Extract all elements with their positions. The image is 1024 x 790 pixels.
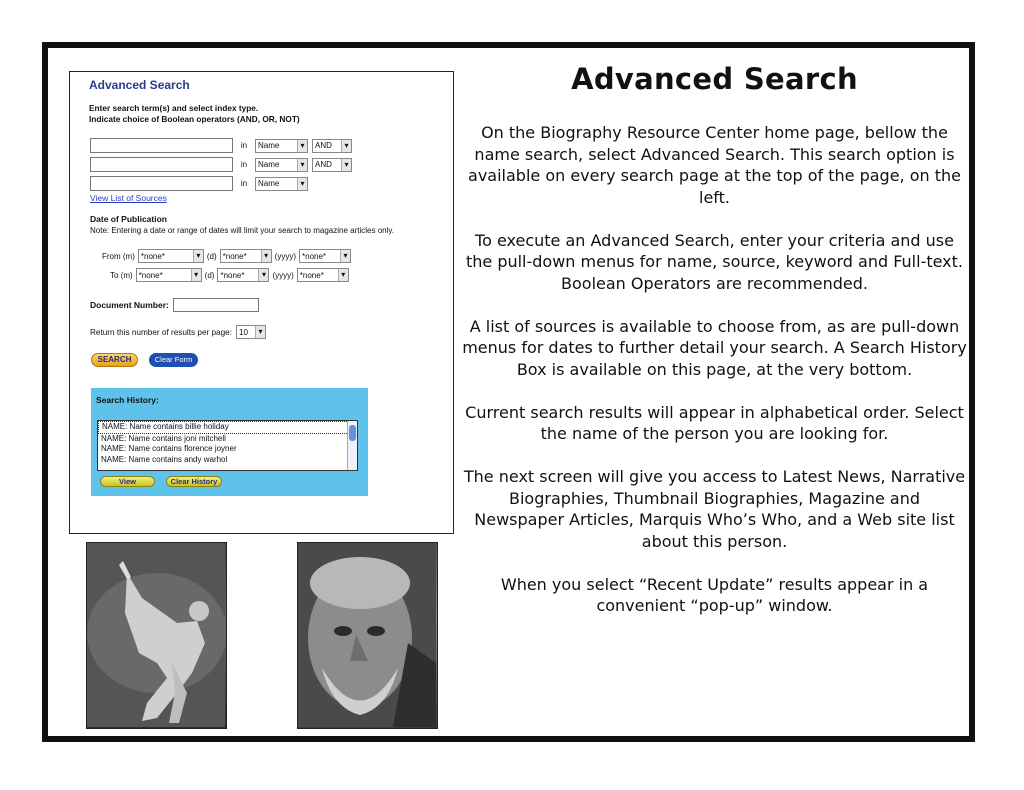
index-type-select[interactable]: Name ▾ (255, 158, 308, 172)
search-history-list[interactable] (97, 420, 358, 471)
scrollbar-thumb[interactable] (349, 425, 356, 441)
page-title: Advanced Search (571, 62, 858, 96)
advanced-search-screenshot (69, 71, 454, 534)
view-button[interactable]: View (100, 476, 155, 487)
search-instructions: Enter search term(s) and select index type. Indicate choice of Boolean operators (AND, OR, NOT) (89, 103, 300, 124)
to-day-select[interactable]: *none* ▾ (217, 268, 269, 282)
search-term-input[interactable] (90, 138, 233, 153)
date-from-row: From (m) *none* ▾ (d) *none* ▾ (yyyy) *none* ▾ (102, 249, 351, 263)
to-month-select[interactable]: *none* ▾ (136, 268, 202, 282)
baseball-pitcher-photo (86, 542, 227, 729)
results-per-page-row: Return this number of results per page: 10 ▾ (90, 325, 266, 339)
document-number-row: Document Number: (90, 298, 259, 312)
from-month-select[interactable]: *none* ▾ (138, 249, 204, 263)
paragraph: When you select “Recent Update” results appear in a convenient “pop-up” window. (500, 574, 929, 615)
boolean-operator-select[interactable]: AND ▾ (312, 158, 352, 172)
clear-form-button[interactable]: Clear Form (149, 353, 198, 367)
history-item[interactable]: NAME: Name contains andy warhol (101, 454, 228, 464)
clear-history-button[interactable]: Clear History (166, 476, 222, 487)
document-number-input[interactable] (173, 298, 259, 312)
search-term-input[interactable] (90, 176, 233, 191)
search-history-title: Search History: (96, 395, 159, 405)
paragraph: On the Biography Resource Center home page, bellow the name search, select Advanced Search. This search option is available on every search page at the top of the page, on the left. (468, 123, 961, 207)
date-to-row: To (m) *none* ▾ (d) *none* ▾ (yyyy) *none* ▾ (110, 268, 349, 282)
portrait-silhouette (298, 543, 436, 727)
search-button[interactable]: SEARCH (91, 353, 138, 367)
index-type-select[interactable]: Name ▾ (255, 177, 308, 191)
date-note: Note: Entering a date or range of dates will limit your search to magazine articles only. (90, 226, 394, 235)
paragraph: Current search results will appear in alphabetical order. Select the name of the person you are looking for. (465, 402, 964, 443)
advanced-search-title: Advanced Search (89, 78, 190, 92)
search-term-row: in Name ▾ (90, 176, 308, 191)
paragraph: A list of sources is available to choose from, as are pull-down menus for dates to further detail your search. A Search History Box is available on this page, at the very bottom. (462, 316, 967, 379)
from-year-select[interactable]: *none* ▾ (299, 249, 351, 263)
history-item[interactable]: NAME: Name contains florence joyner (101, 444, 237, 453)
description-text (462, 122, 967, 638)
paragraph: The next screen will give you access to Latest News, Narrative Biographies, Thumbnail Biographies, Magazine and Newspaper Articles, Marquis Who’s Who, and a Web site list about this person. (463, 467, 966, 551)
paragraph: To execute an Advanced Search, enter your criteria and use the pull-down menus for name, source, keyword and Full-text. Boolean Operators are recommended. (465, 230, 964, 293)
view-sources-link[interactable]: View List of Sources (90, 193, 167, 203)
boolean-operator-select[interactable]: AND ▾ (312, 139, 352, 153)
portrait-photo (297, 542, 438, 729)
history-scrollbar[interactable] (347, 421, 357, 470)
search-term-row: in Name ▾ AND ▾ (90, 138, 352, 153)
history-item[interactable]: NAME: Name contains billie holiday (98, 421, 357, 434)
date-heading: Date of Publication (90, 214, 167, 224)
index-type-select[interactable]: Name ▾ (255, 139, 308, 153)
to-year-select[interactable]: *none* ▾ (297, 268, 349, 282)
from-day-select[interactable]: *none* ▾ (220, 249, 272, 263)
search-term-row: in Name ▾ AND ▾ (90, 157, 352, 172)
results-per-page-select[interactable]: 10 ▾ (236, 325, 266, 339)
search-history-box (91, 388, 368, 496)
pitcher-silhouette (87, 543, 225, 727)
search-term-input[interactable] (90, 157, 233, 172)
history-item[interactable]: NAME: Name contains joni mitchell (101, 433, 226, 443)
